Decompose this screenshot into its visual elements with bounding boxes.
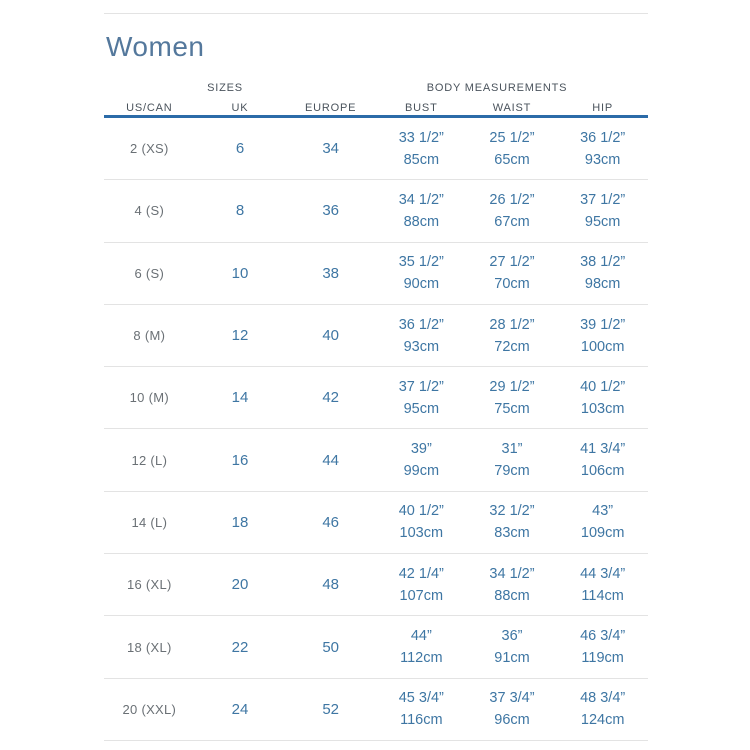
bust-measurement: 35 1/2” 90cm xyxy=(398,254,444,293)
uk-size: 20 xyxy=(231,576,249,594)
waist-measurement: 26 1/2” 67cm xyxy=(489,191,535,230)
uk-size: 10 xyxy=(231,264,249,282)
table-row xyxy=(104,367,648,429)
table-row xyxy=(104,305,648,367)
hip-measurement: 48 3/4” 124cm xyxy=(580,690,626,729)
uk-size: 12 xyxy=(231,327,249,345)
column-header-waist: WAIST xyxy=(492,102,532,114)
bust-measurement: 39” 99cm xyxy=(403,441,440,480)
bust-measurement: 33 1/2” 85cm xyxy=(398,129,444,168)
table-row xyxy=(104,429,648,491)
bust-measurement: 42 1/4” 107cm xyxy=(398,565,444,604)
waist-measurement: 25 1/2” 65cm xyxy=(489,129,535,168)
waist-measurement: 32 1/2” 83cm xyxy=(489,503,535,542)
us-can-size: 18 (XL) xyxy=(126,639,172,655)
uk-size: 22 xyxy=(231,638,249,656)
top-divider xyxy=(104,13,648,14)
waist-measurement: 27 1/2” 70cm xyxy=(489,254,535,293)
table-row xyxy=(104,679,648,741)
table-row xyxy=(104,243,648,305)
hip-measurement: 39 1/2” 100cm xyxy=(580,316,626,355)
europe-size: 36 xyxy=(322,202,339,220)
us-can-size: 4 (S) xyxy=(134,203,165,219)
column-header-uk: UK xyxy=(231,102,249,114)
us-can-size: 8 (M) xyxy=(133,328,166,344)
column-header-hip: HIP xyxy=(592,102,614,114)
bust-measurement: 45 3/4” 116cm xyxy=(398,690,444,729)
hip-measurement: 46 3/4” 119cm xyxy=(580,628,626,667)
size-chart-page xyxy=(104,13,648,741)
uk-size: 16 xyxy=(231,451,249,469)
europe-size: 50 xyxy=(322,638,339,656)
table-column-header-row xyxy=(104,102,648,118)
column-header-us-can: US/CAN xyxy=(126,102,173,114)
us-can-size: 10 (M) xyxy=(129,390,169,406)
uk-size: 6 xyxy=(235,140,245,158)
hip-measurement: 37 1/2” 95cm xyxy=(580,191,626,230)
uk-size: 18 xyxy=(231,513,249,531)
table-row xyxy=(104,118,648,180)
europe-size: 52 xyxy=(322,700,339,718)
page-title: Women xyxy=(106,31,205,62)
waist-measurement: 34 1/2” 88cm xyxy=(489,565,535,604)
waist-measurement: 36” 91cm xyxy=(494,628,530,667)
group-header-sizes: SIZES xyxy=(207,82,243,94)
hip-measurement: 41 3/4” 106cm xyxy=(580,441,626,480)
size-table xyxy=(104,81,648,741)
us-can-size: 12 (L) xyxy=(131,452,168,468)
bust-measurement: 34 1/2” 88cm xyxy=(398,191,444,230)
hip-measurement: 36 1/2” 93cm xyxy=(580,129,626,168)
uk-size: 14 xyxy=(231,389,249,407)
uk-size: 8 xyxy=(235,202,245,220)
us-can-size: 6 (S) xyxy=(134,265,165,281)
waist-measurement: 28 1/2” 72cm xyxy=(489,316,535,355)
bust-measurement: 36 1/2” 93cm xyxy=(398,316,444,355)
us-can-size: 16 (XL) xyxy=(126,577,172,593)
uk-size: 24 xyxy=(231,700,249,718)
table-row xyxy=(104,616,648,678)
bust-measurement: 40 1/2” 103cm xyxy=(398,503,444,542)
europe-size: 44 xyxy=(322,451,339,469)
waist-measurement: 37 3/4” 96cm xyxy=(489,690,535,729)
hip-measurement: 44 3/4” 114cm xyxy=(580,565,626,604)
europe-size: 42 xyxy=(322,389,339,407)
table-row xyxy=(104,554,648,616)
column-header-bust: BUST xyxy=(405,102,438,114)
hip-measurement: 40 1/2” 103cm xyxy=(580,378,626,417)
europe-size: 34 xyxy=(322,140,339,158)
hip-measurement: 38 1/2” 98cm xyxy=(580,254,626,293)
europe-size: 48 xyxy=(322,576,339,594)
group-header-body-measurements: BODY MEASUREMENTS xyxy=(426,82,568,94)
hip-measurement: 43” 109cm xyxy=(580,503,625,542)
table-group-header-row xyxy=(104,81,648,95)
us-can-size: 20 (XXL) xyxy=(122,701,177,717)
europe-size: 38 xyxy=(322,264,339,282)
waist-measurement: 31” 79cm xyxy=(494,441,530,480)
bust-measurement: 44” 112cm xyxy=(400,628,443,667)
europe-size: 46 xyxy=(322,513,339,531)
bust-measurement: 37 1/2” 95cm xyxy=(398,378,444,417)
table-row xyxy=(104,180,648,242)
column-header-europe: EUROPE xyxy=(305,102,357,114)
europe-size: 40 xyxy=(322,327,339,345)
waist-measurement: 29 1/2” 75cm xyxy=(489,378,535,417)
us-can-size: 14 (L) xyxy=(131,514,168,530)
us-can-size: 2 (XS) xyxy=(130,141,169,157)
table-row xyxy=(104,492,648,554)
